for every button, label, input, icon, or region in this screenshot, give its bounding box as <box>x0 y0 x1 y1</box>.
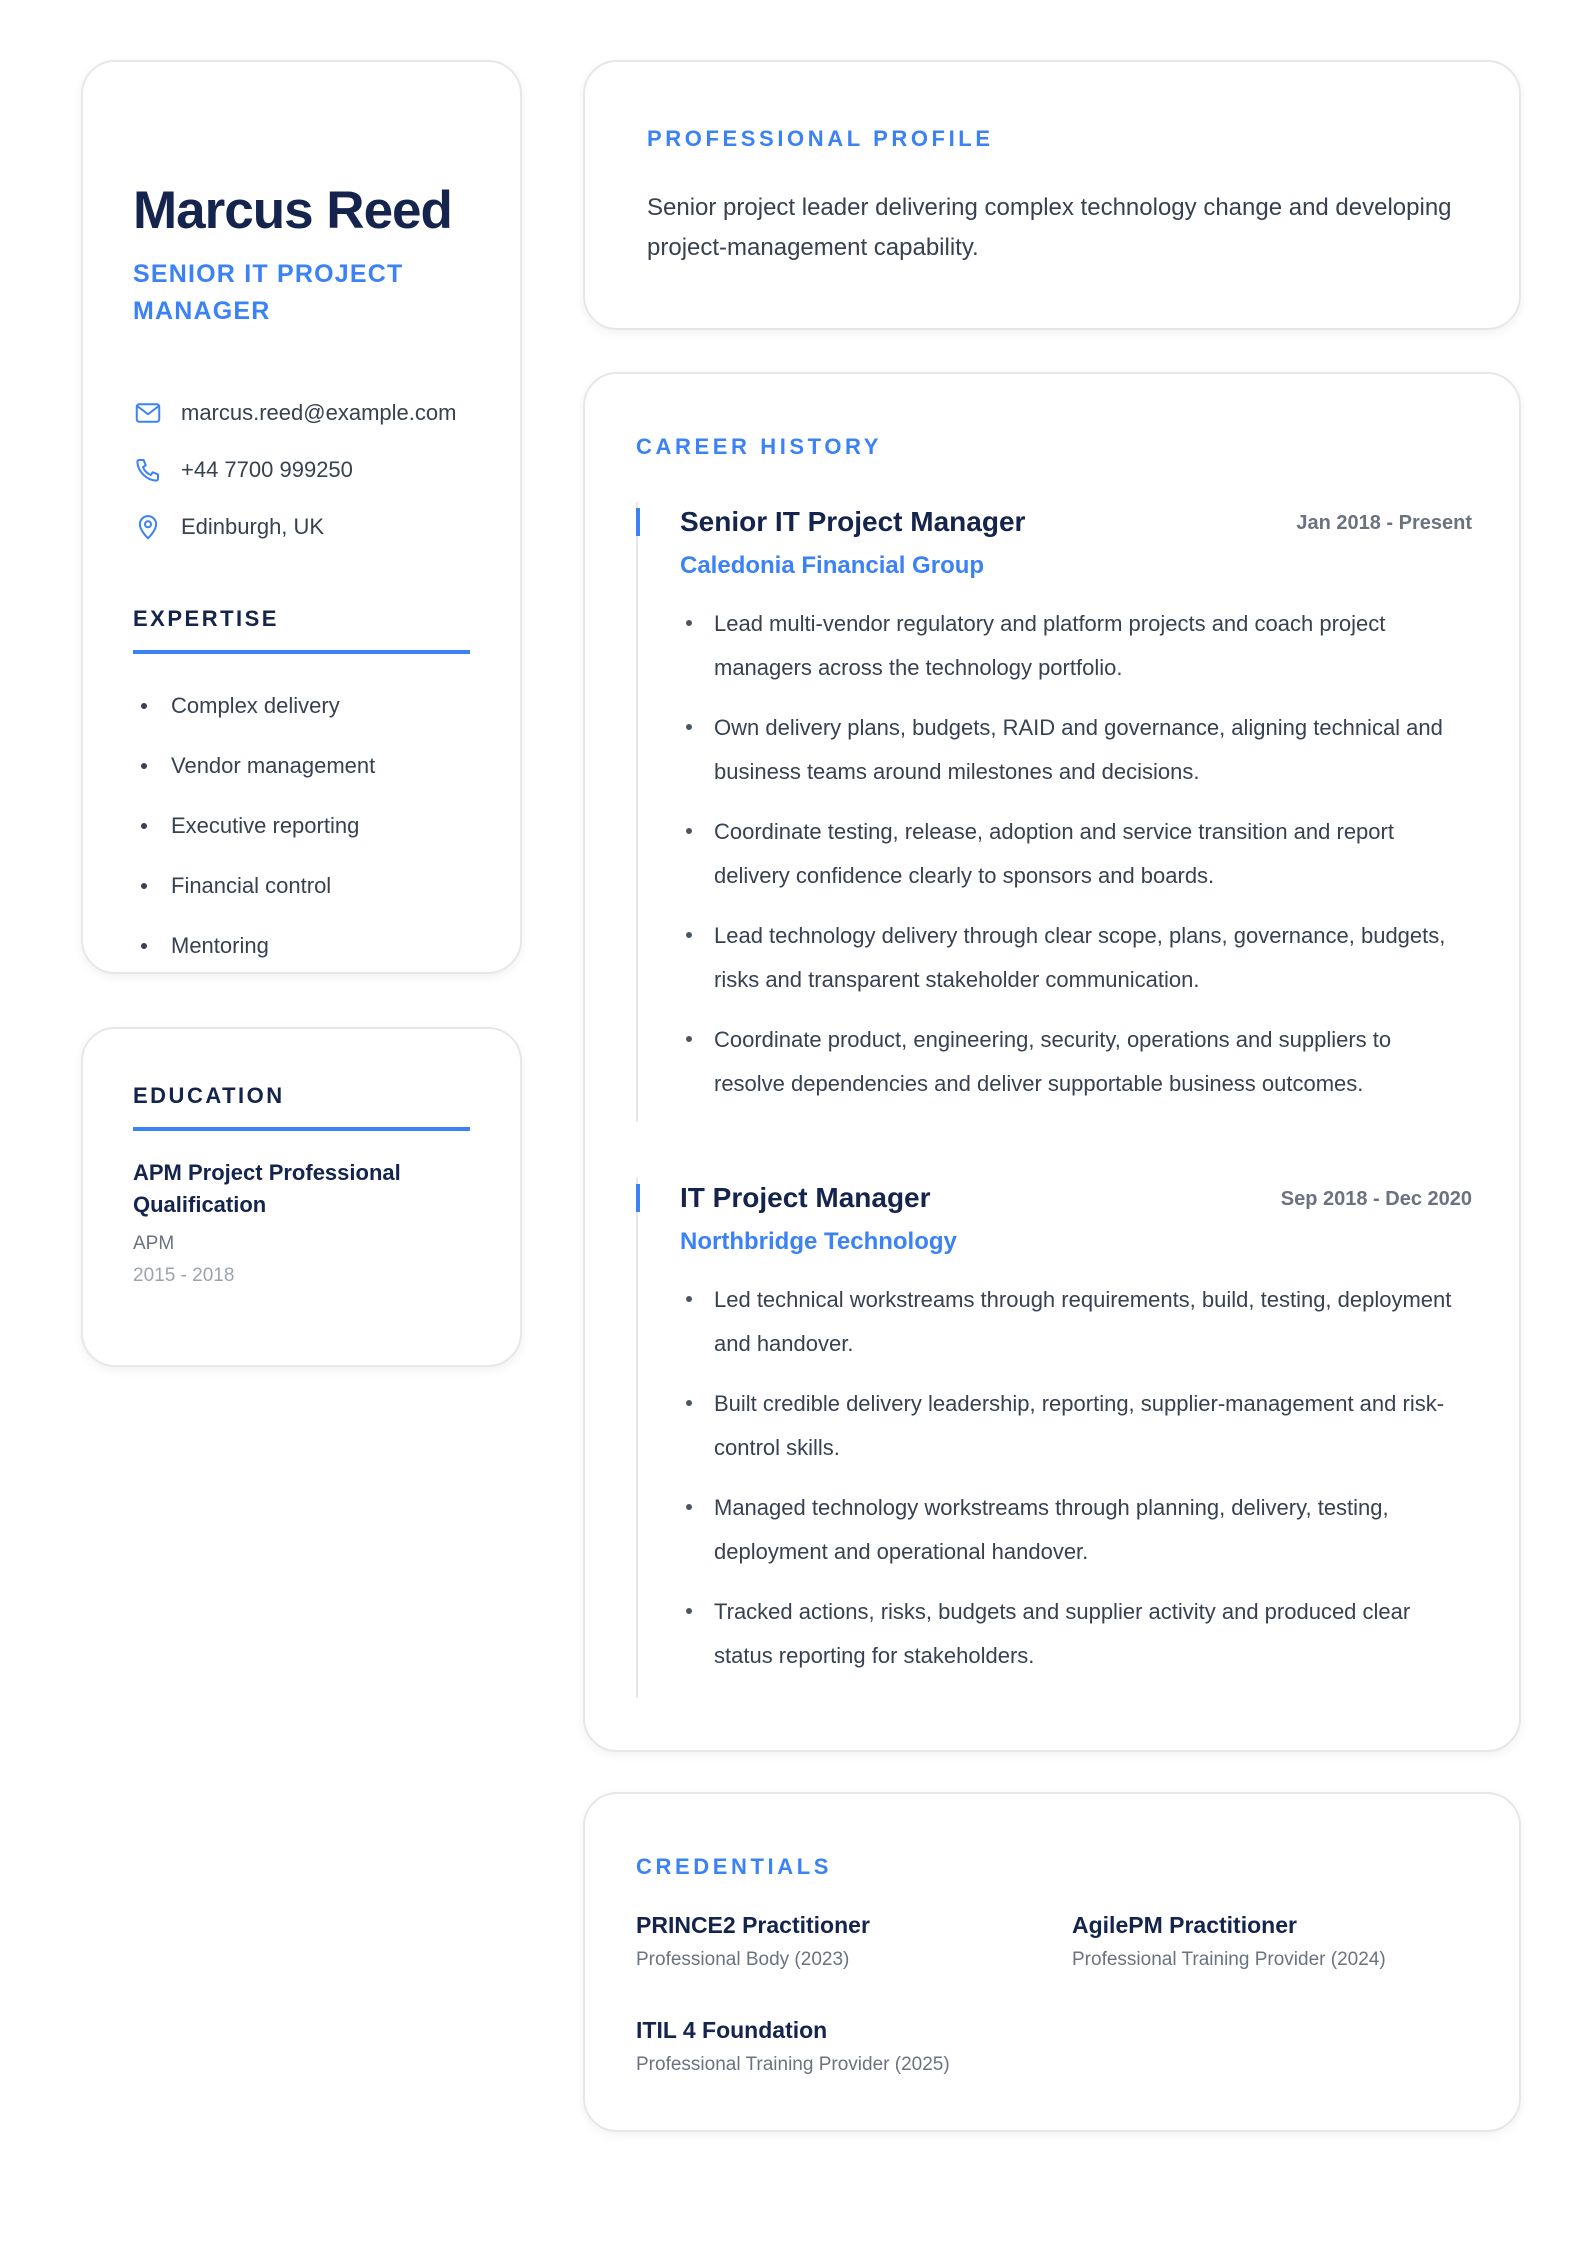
credentials-heading: CREDENTIALS <box>636 1854 833 1879</box>
timeline-line <box>636 1178 638 1698</box>
job-bullet-list <box>680 1278 1472 1678</box>
bullet-text: Coordinate product, engineering, security, operations and suppliers to resolve dependencies and deliver supportable business outcomes. <box>714 1027 1392 1096</box>
job-entry <box>636 502 1472 1122</box>
skill-label: Executive reporting <box>171 813 360 838</box>
identity-card <box>81 60 522 974</box>
list-item <box>680 914 1472 1002</box>
bullet-text: Lead multi-vendor regulatory and platform projects and coach project managers across the technology portfolio. <box>714 611 1386 680</box>
list-item <box>133 856 473 916</box>
job-company: Northbridge Technology <box>680 1228 957 1255</box>
profile-summary: Senior project leader delivering complex technology change and developing project-management capability. <box>647 194 1452 261</box>
list-item <box>680 1486 1472 1574</box>
mail-icon <box>133 398 163 428</box>
contact-phone-text: +44 7700 999250 <box>181 456 353 482</box>
bullet-icon <box>141 943 147 949</box>
bullet-text: Tracked actions, risks, budgets and supplier activity and produced clear status reporting for stakeholders. <box>714 1599 1411 1668</box>
skill-label: Mentoring <box>171 933 269 958</box>
list-item <box>680 602 1472 690</box>
expertise-heading: EXPERTISE <box>133 606 279 631</box>
job-bullet-list <box>680 602 1472 1106</box>
job-dates: Jan 2018 - Present <box>1296 512 1472 534</box>
list-item <box>680 1590 1472 1678</box>
credentials-card <box>583 1792 1521 2132</box>
job-title: IT Project Manager <box>680 1182 931 1213</box>
credential-issuer: Professional Training Provider (2025) <box>636 2054 950 2075</box>
phone-icon <box>133 455 163 485</box>
bullet-icon <box>686 620 692 626</box>
credential-name: ITIL 4 Foundation <box>636 2017 828 2043</box>
contact-location <box>133 498 493 555</box>
timeline-marker <box>636 1184 640 1212</box>
bullet-icon <box>686 724 692 730</box>
list-item <box>680 810 1472 898</box>
profile-heading: PROFESSIONAL PROFILE <box>647 126 994 151</box>
bullet-icon <box>686 1400 692 1406</box>
bullet-icon <box>141 883 147 889</box>
list-item <box>680 1278 1472 1366</box>
bullet-text: Managed technology workstreams through planning, delivery, testing, deployment and operational handover. <box>714 1495 1389 1564</box>
credential-issuer: Professional Training Provider (2024) <box>1072 1949 1386 1970</box>
skill-label: Vendor management <box>171 753 376 778</box>
bullet-text: Own delivery plans, budgets, RAID and governance, aligning technical and business teams around milestones and decisions. <box>714 715 1443 784</box>
contact-email[interactable] <box>133 384 493 441</box>
credential-name: PRINCE2 Practitioner <box>636 1912 870 1938</box>
bullet-icon <box>686 1608 692 1614</box>
bullet-icon <box>686 1296 692 1302</box>
list-item <box>133 676 473 736</box>
expertise-list <box>133 676 473 976</box>
bullet-icon <box>686 932 692 938</box>
bullet-text: Led technical workstreams through requirements, build, testing, deployment and handover. <box>714 1287 1452 1356</box>
bullet-text: Coordinate testing, release, adoption and service transition and report delivery confidence clearly to sponsors and boards. <box>714 819 1394 888</box>
location-pin-icon <box>133 512 163 542</box>
career-card <box>583 372 1521 1752</box>
education-degree: APM Project Professional Qualification <box>133 1160 401 1217</box>
bullet-icon <box>141 823 147 829</box>
candidate-name: Marcus Reed <box>133 181 452 240</box>
education-divider <box>133 1127 470 1131</box>
credential-name: AgilePM Practitioner <box>1072 1912 1297 1938</box>
expertise-section <box>133 606 473 976</box>
education-card <box>81 1027 522 1367</box>
education-section <box>133 1083 473 1287</box>
list-item <box>133 736 473 796</box>
profile-card <box>583 60 1521 330</box>
bullet-icon <box>686 1036 692 1042</box>
job-dates: Sep 2018 - Dec 2020 <box>1280 1188 1472 1210</box>
credential-item <box>636 2017 1036 2076</box>
timeline-line <box>636 502 638 1122</box>
bullet-icon <box>141 703 147 709</box>
bullet-icon <box>686 828 692 834</box>
credential-issuer: Professional Body (2023) <box>636 1949 850 1970</box>
timeline-marker <box>636 508 640 536</box>
list-item <box>680 1382 1472 1470</box>
contact-location-text: Edinburgh, UK <box>181 513 325 539</box>
list-item <box>680 1018 1472 1106</box>
education-years: 2015 - 2018 <box>133 1265 235 1286</box>
education-heading: EDUCATION <box>133 1083 285 1108</box>
contact-list <box>133 384 493 555</box>
bullet-icon <box>686 1504 692 1510</box>
list-item <box>133 916 473 976</box>
education-school: APM <box>133 1233 175 1254</box>
list-item <box>133 796 473 856</box>
career-heading: CAREER HISTORY <box>636 434 882 459</box>
candidate-role: SENIOR IT PROJECT MANAGER <box>133 260 404 325</box>
bullet-icon <box>141 763 147 769</box>
job-entry <box>636 1178 1472 1698</box>
contact-phone[interactable] <box>133 441 493 498</box>
bullet-text: Lead technology delivery through clear scope, plans, governance, budgets, risks and transparent stakeholder communication. <box>714 923 1446 992</box>
contact-email-text: marcus.reed@example.com <box>181 399 457 425</box>
skill-label: Financial control <box>171 873 332 898</box>
list-item <box>680 706 1472 794</box>
bullet-text: Built credible delivery leadership, reporting, supplier-management and risk-control skills. <box>714 1391 1445 1460</box>
expertise-divider <box>133 650 470 654</box>
credential-item <box>636 1912 1036 1971</box>
job-company: Caledonia Financial Group <box>680 552 985 579</box>
credential-item <box>1072 1912 1472 1971</box>
skill-label: Complex delivery <box>171 693 340 718</box>
job-title: Senior IT Project Manager <box>680 506 1026 537</box>
